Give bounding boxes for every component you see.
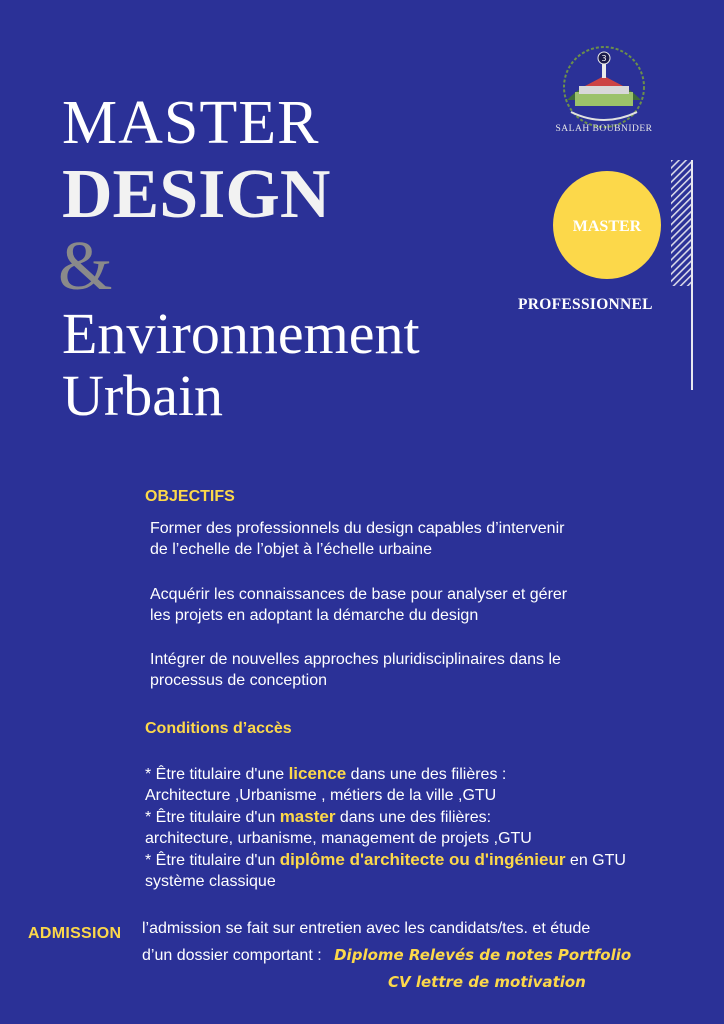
condition-3-suffix: en GTU — [565, 852, 626, 869]
objectif-item-2-line1: Acquérir les connaissances de base pour analyser et gérer — [150, 586, 568, 603]
logo-badge-number: 3 — [601, 54, 607, 63]
title-master: MASTER — [62, 89, 320, 157]
condition-item-3 — [145, 849, 685, 871]
admission-documents-1: Diplome Relevés de notes Portfolio — [334, 946, 632, 964]
conditions-list — [145, 763, 685, 892]
condition-item-2 — [145, 806, 685, 828]
objectif-item-3 — [150, 649, 650, 691]
objectif-item-1 — [150, 518, 650, 560]
condition-3-highlight: diplôme d'architecte ou d'ingénieur — [279, 850, 566, 869]
condition-1-prefix: * Être titulaire d'une — [145, 766, 289, 783]
condition-1-highlight: licence — [288, 764, 347, 783]
objectif-item-3-line2: processus de conception — [150, 672, 327, 689]
master-circle-label: MASTER — [572, 218, 642, 235]
condition-2-line2: architecture, urbanisme, management de projets ,GTU — [145, 830, 532, 847]
conditions-heading: Conditions d’accès — [145, 720, 292, 737]
admission-heading: ADMISSION — [28, 925, 122, 942]
title-design: DESIGN — [62, 156, 331, 233]
admission-line2-wrap — [142, 945, 631, 966]
title-environnement: Environnement — [62, 301, 420, 366]
objectif-item-2-line2: les projets en adoptant la démarche du design — [150, 607, 479, 624]
hatch-decoration — [671, 160, 691, 286]
objectif-item-1-line1: Former des professionnels du design capables d’intervenir — [150, 520, 565, 537]
condition-2-prefix: * Être titulaire d'un — [145, 809, 280, 826]
condition-item-1 — [145, 763, 685, 785]
admission-line2: d’un dossier comportant : — [142, 947, 322, 964]
objectif-item-1-line2: de l’echelle de l’objet à l’échelle urbaine — [150, 541, 432, 558]
objectif-item-3-line1: Intégrer de nouvelles approches pluridisciplinaires dans le — [150, 651, 561, 668]
condition-1-suffix: dans une des filières : — [346, 766, 507, 783]
condition-2-suffix: dans une des filières: — [335, 809, 492, 826]
condition-3-prefix: * Être titulaire d'un — [145, 852, 280, 869]
logo-caption: SALAH BOUBNIDER — [555, 124, 653, 134]
condition-3-line2: système classique — [145, 873, 276, 890]
condition-1-line2: Architecture ,Urbanisme , métiers de la ville ,GTU — [145, 787, 497, 804]
title-ampersand: & — [58, 228, 113, 305]
professionnel-label: PROFESSIONNEL — [518, 296, 653, 313]
vertical-divider — [691, 160, 693, 390]
admission-documents-2: CV lettre de motivation — [388, 973, 586, 991]
objectifs-heading: OBJECTIFS — [145, 488, 235, 505]
objectif-item-2 — [150, 584, 650, 626]
admission-line1: l’admission se fait sur entretien avec les candidats/tes. et étude — [142, 920, 591, 937]
title-urbain: Urbain — [62, 363, 224, 428]
condition-2-highlight: master — [279, 807, 336, 826]
